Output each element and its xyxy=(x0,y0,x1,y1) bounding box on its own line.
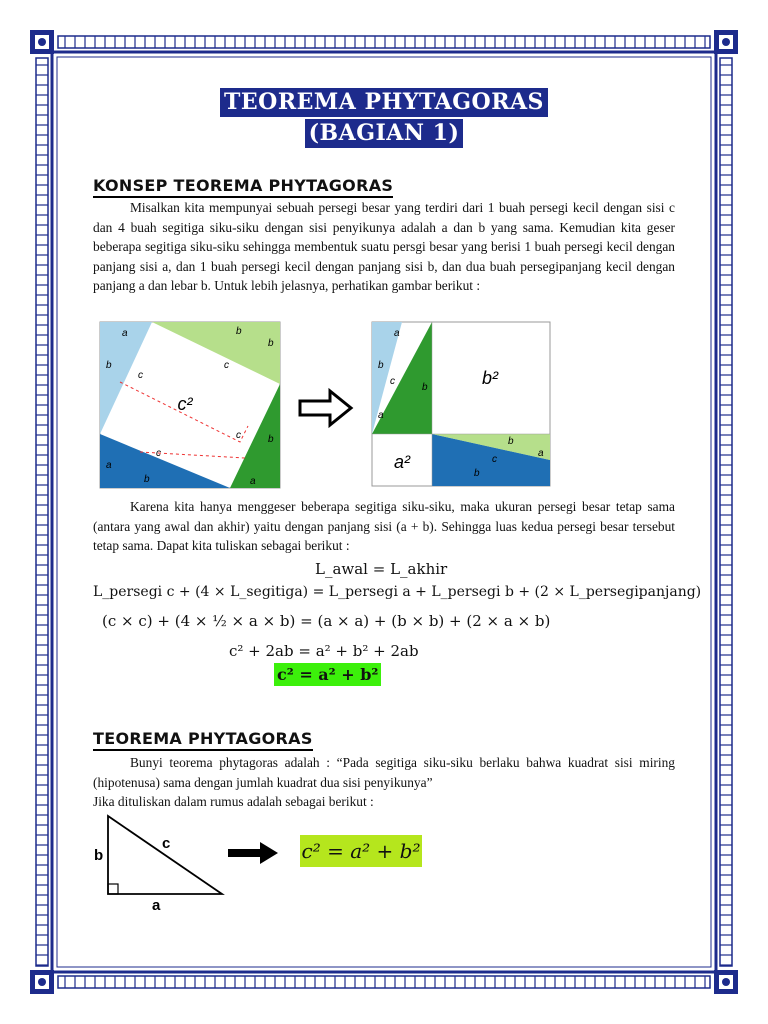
figure-initial-square xyxy=(100,322,280,488)
label-a2: a² xyxy=(393,452,411,472)
equation-2-text: L_persegi c + (4 × L_segitiga) = L_persegi a + L_persegi b + (2 × L_persegipanjang) xyxy=(93,584,702,600)
equation-4-text: c² + 2ab = a² + b² + 2ab xyxy=(229,642,419,660)
label-b: b xyxy=(144,474,150,485)
triangle-label-b: b xyxy=(94,847,104,864)
label-a: a xyxy=(122,328,128,339)
formula-text: c² = a² + b² xyxy=(301,839,421,863)
title-line-2: (BAGIAN 1) xyxy=(305,119,464,148)
equation-5-text: c² = a² + b² xyxy=(274,663,381,686)
label-b: b xyxy=(378,360,384,371)
arrow-right-icon xyxy=(298,388,354,428)
right-triangle-diagram xyxy=(88,812,238,914)
section-heading-teorema: TEOREMA PHYTAGORAS xyxy=(93,729,313,751)
equation-3 xyxy=(102,612,550,630)
section-heading-konsep: KONSEP TEOREMA PHYTAGORAS xyxy=(93,176,393,198)
label-b: b xyxy=(268,338,274,349)
label-b2: b² xyxy=(481,368,499,388)
label-a: a xyxy=(378,410,384,421)
section1-paragraph: Misalkan kita mempunyai sebuah persegi besar yang terdiri dari 1 buah persegi kecil dengan sisi c dan 4 buah segitiga siku-siku dengan sisi penyikunya adalah a dan b yang sama. Kemudian kita geser beberapa segitiga siku-siku sehingga membentuk suatu persgi besar yang berisi 1 buah persegi kecil dengan panjang sisi a, dan 1 buah persegi kecil dengan panjang sisi b, dan dua buah persegipanjang kecil dengan panjang a dan lebar b. Untuk lebih jelasnya, perhatikan gambar berikut : xyxy=(93,200,675,294)
label-c: c xyxy=(390,376,395,387)
label-b: b xyxy=(268,434,274,445)
equation-1-text: L_awal = L_akhir xyxy=(315,560,448,578)
formula-box xyxy=(300,835,422,867)
label-b: b xyxy=(106,360,112,371)
label-a: a xyxy=(250,476,256,487)
label-c2-left: c² xyxy=(177,394,193,414)
section2-paragraph: Bunyi teorema phytagoras adalah : “Pada segitiga siku-siku berlaku bahwa kuadrat sisi miring (hipotenusa) sama dengan jumlah kuadrat dua sisi penyikunya” xyxy=(93,755,675,790)
label-b: b xyxy=(422,382,428,393)
label-a: a xyxy=(538,448,544,459)
triangle-label-a: a xyxy=(152,897,161,914)
label-c: c xyxy=(224,360,229,371)
label-b: b xyxy=(508,436,514,447)
label-c: c xyxy=(156,448,161,459)
label-c: c xyxy=(138,370,143,381)
page-title xyxy=(0,88,768,148)
label-a: a xyxy=(106,460,112,471)
equation-2 xyxy=(93,584,701,600)
title-line-1: TEOREMA PHYTAGORAS xyxy=(220,88,548,117)
equation-1 xyxy=(315,560,447,578)
label-b: b xyxy=(236,326,242,337)
arrow-right-solid-icon xyxy=(228,842,280,864)
equation-5-highlight xyxy=(274,665,381,684)
figure-final-square xyxy=(372,322,550,486)
section2-paragraph-2: Jika dituliskan dalam rumus adalah sebagai berikut : xyxy=(93,794,374,809)
triangle-label-c: c xyxy=(162,835,171,852)
label-a: a xyxy=(394,328,400,339)
section1-paragraph-2: Karena kita hanya menggeser beberapa segitiga siku-siku, maka ukuran persegi besar tetap sama (antara yang awal dan akhir) yaitu dengan panjang sisi (a + b). Sehingga luas kedua persegi besar tersebut tetap sama. Dapat kita tuliskan sebagai berikut : xyxy=(93,499,675,554)
label-c: c xyxy=(492,454,497,465)
equation-3-text: (c × c) + (4 × ½ × a × b) = (a × a) + (b × b) + (2 × a × b) xyxy=(102,612,551,630)
label-c: c xyxy=(236,430,241,441)
equation-4 xyxy=(229,642,419,660)
label-b: b xyxy=(474,468,480,479)
